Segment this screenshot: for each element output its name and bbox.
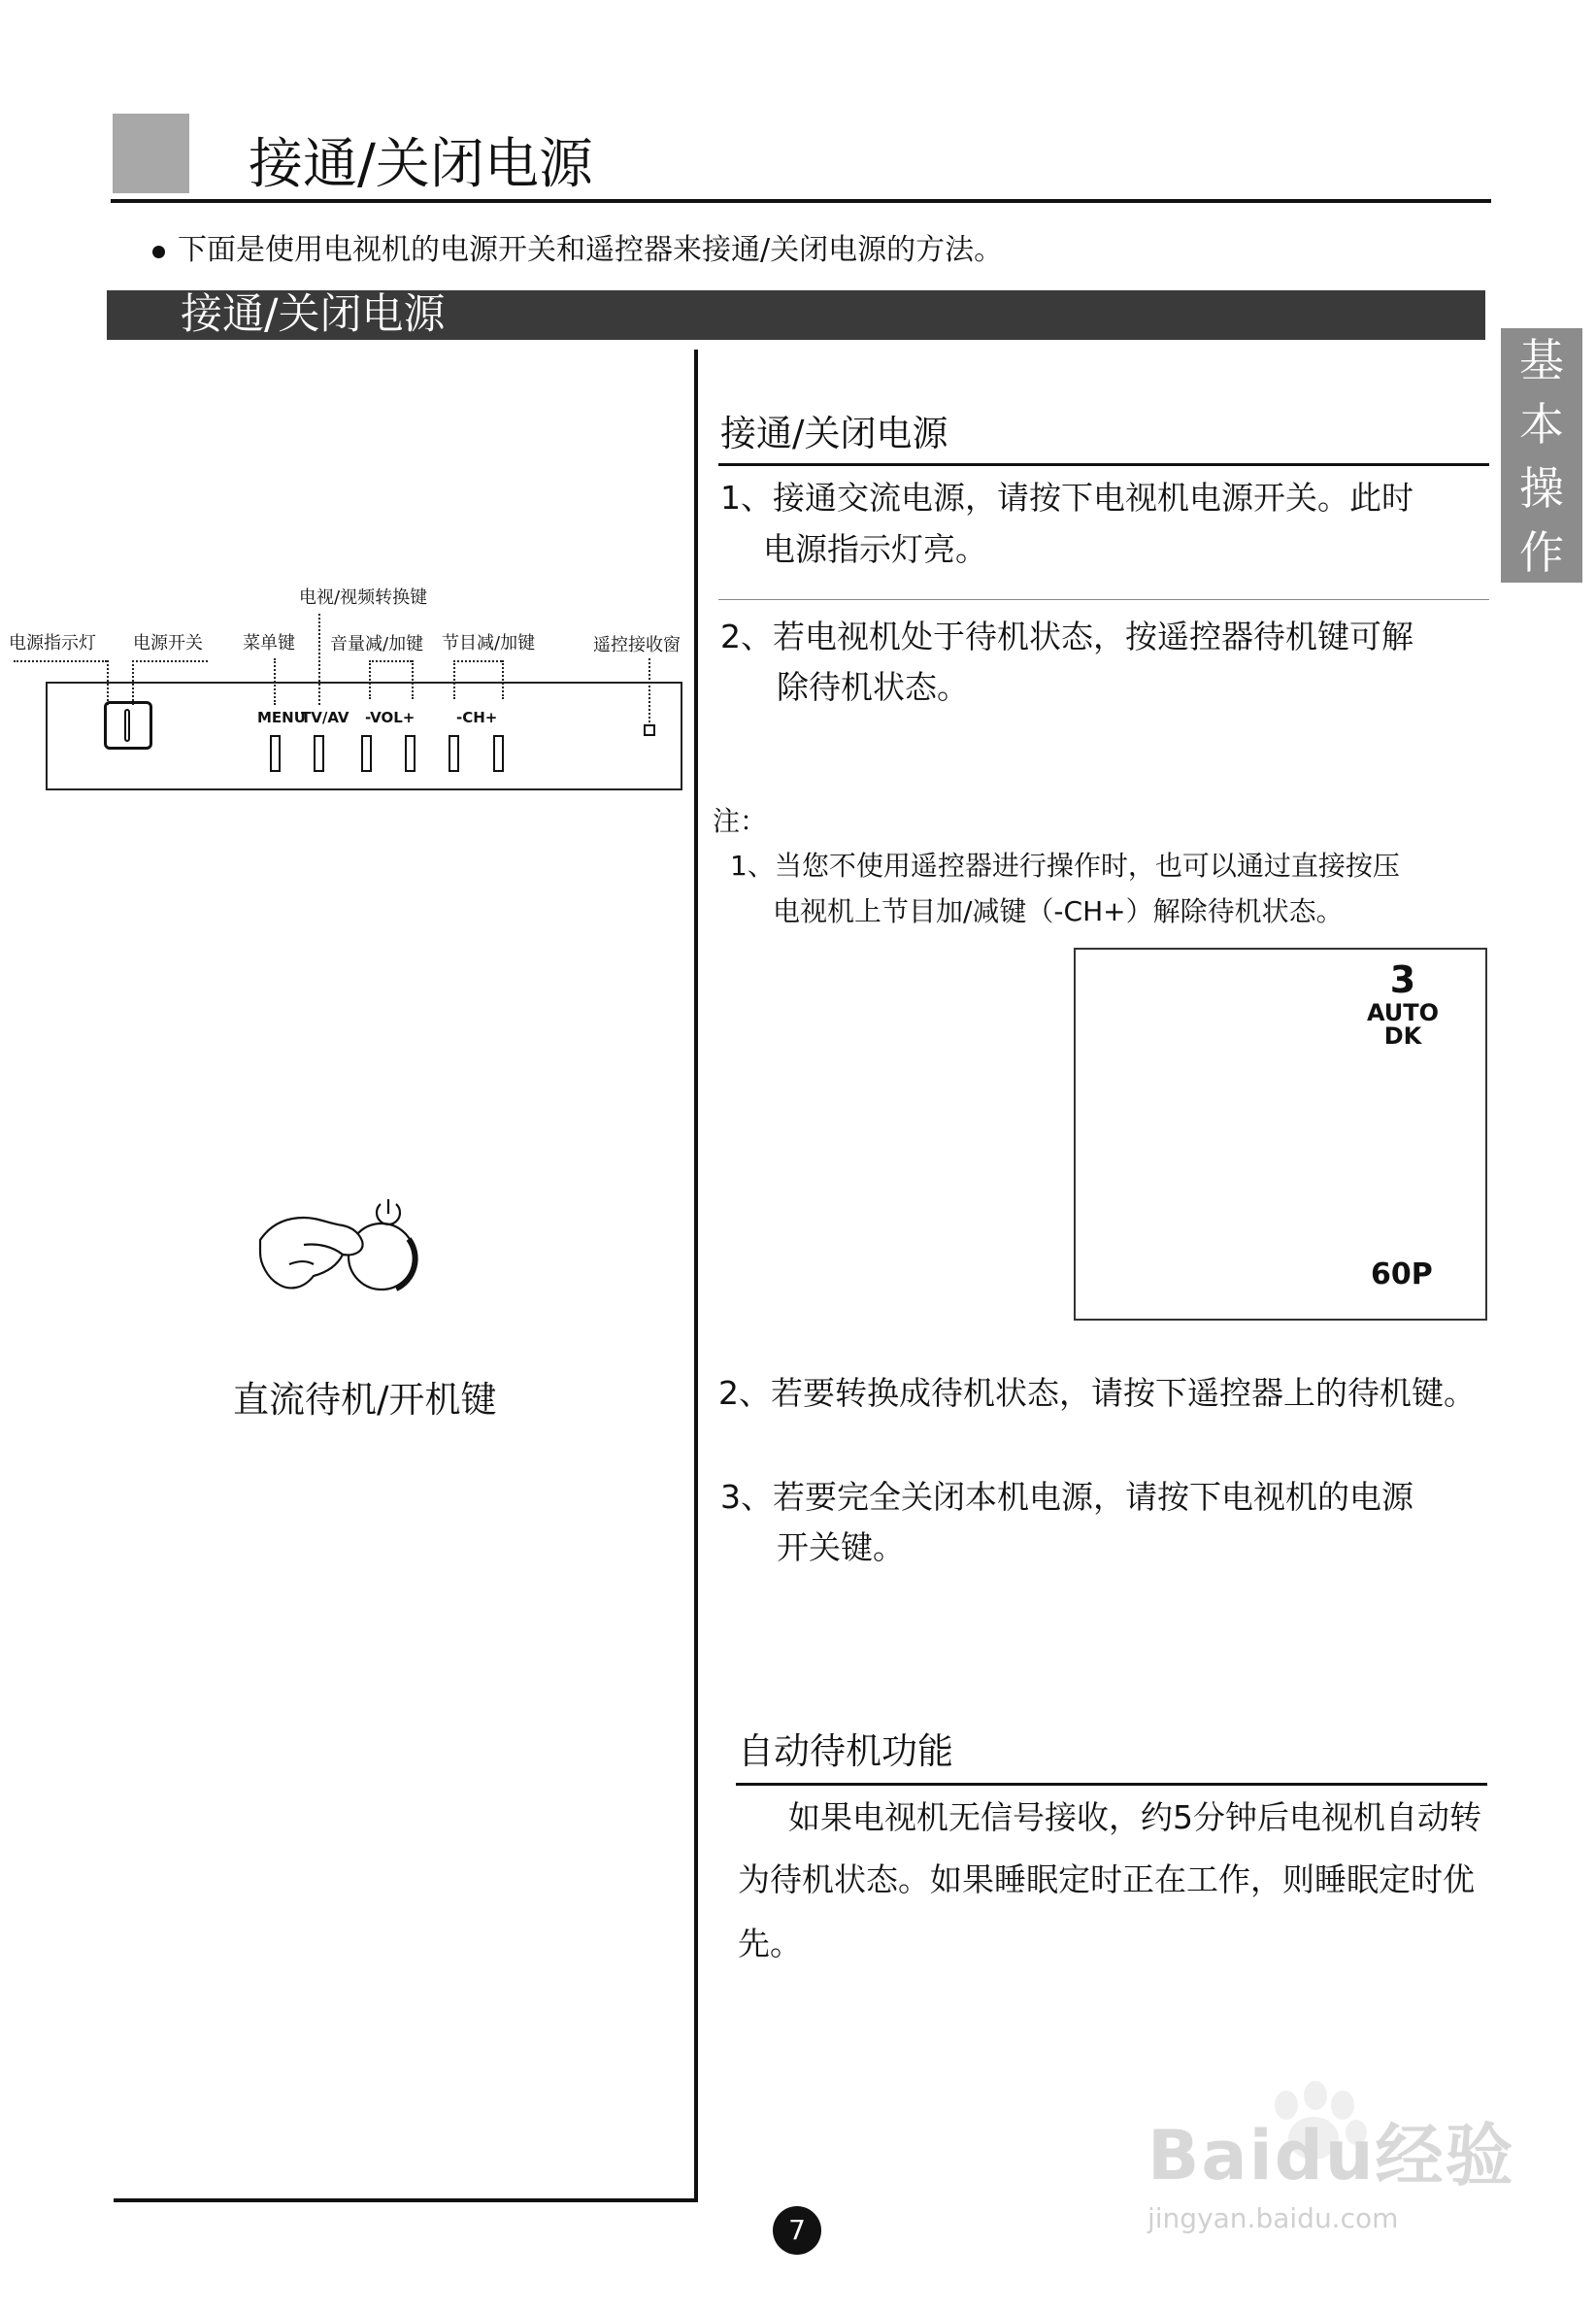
menu-button-text: MENU [257,709,306,726]
auto-line2: 为待机状态。如果睡眠定时正在工作，则睡眠定时优 [738,1860,1475,1898]
power-indicator-icon [124,709,130,742]
separator-rule [718,599,1489,600]
heading-auto-standby: 自动待机功能 [738,1730,953,1772]
label-power-indicator: 电源指示灯 [9,633,96,653]
note-line2: 电视机上节目加/减键（-CH+）解除待机状态。 [773,895,1344,927]
side-tab-char: 作 [1519,526,1564,579]
leader-line [14,660,107,662]
ch-down-button[interactable] [449,735,459,772]
watermark-brand: Baidu经验 [1147,2116,1515,2195]
bottom-rule [114,2198,698,2202]
intro-text: 下面是使用电视机的电源开关和遥控器来接通/关闭电源的方法。 [178,233,1004,267]
step1-line2: 电源指示灯亮。 [763,530,987,568]
tvav-button[interactable] [314,735,324,772]
page-number: 7 [773,2206,821,2255]
step3: 2、若要转换成待机状态，请按下遥控器上的待机键。 [718,1374,1476,1412]
note-line1: 1、当您不使用遥控器进行操作时，也可以通过直接按压 [730,850,1400,882]
side-tab-char: 基 [1519,334,1564,386]
heading-rule [718,463,1489,466]
vol-button-text: -VOL+ [365,709,416,726]
heading-rule [736,1783,1487,1786]
tvav-button-text: TV/AV [301,709,349,726]
step1-line1: 1、接通交流电源，请按下电视机电源开关。此时 [720,479,1413,517]
header-gray-square [113,114,189,193]
watermark-url: jingyan.baidu.com [1147,2202,1399,2234]
hand-press-icon [250,1196,445,1332]
label-tv-av-key: 电视/视频转换键 [299,587,428,608]
header-rule [111,199,1491,203]
note-label: 注： [713,805,768,837]
osd-channel: 3 [1389,958,1416,1001]
standby-key-caption: 直流待机/开机键 [233,1379,497,1421]
ch-button-text: -CH+ [456,709,498,726]
section-title: 接通/关闭电源 [181,290,446,339]
step2-line1: 2、若电视机处于待机状态，按遥控器待机键可解 [720,618,1413,655]
auto-line1: 如果电视机无信号接收，约5分钟后电视机自动转 [788,1798,1481,1836]
bullet-icon [152,246,165,258]
auto-line3: 先。 [738,1925,802,1962]
osd-system: DK [1383,1022,1422,1050]
label-channel-key: 节目减/加键 [442,633,536,653]
step2-line2: 除待机状态。 [777,668,969,706]
page-title: 接通/关闭电源 [249,133,593,196]
osd-mode: AUTO [1366,999,1440,1026]
label-remote-sensor: 遥控接收窗 [593,635,681,655]
osd-timer: 60P [1371,1257,1433,1291]
column-divider [694,350,698,2202]
step4-line1: 3、若要完全关闭本机电源，请按下电视机的电源 [720,1478,1413,1516]
leader-line [453,660,502,662]
menu-button[interactable] [270,735,281,772]
label-volume-key: 音量减/加键 [330,634,424,654]
vol-up-button[interactable] [405,735,416,772]
step4-line2: 开关键。 [777,1528,905,1566]
vol-down-button[interactable] [361,735,372,772]
label-power-switch: 电源开关 [133,633,203,653]
remote-sensor-window [644,724,655,736]
leader-line [132,660,208,662]
label-menu-key: 菜单键 [243,633,295,653]
heading-power: 接通/关闭电源 [720,413,948,454]
ch-up-button[interactable] [493,735,504,772]
side-tab-char: 操 [1519,462,1564,515]
side-tab-char: 本 [1519,398,1564,451]
leader-line [369,660,412,662]
